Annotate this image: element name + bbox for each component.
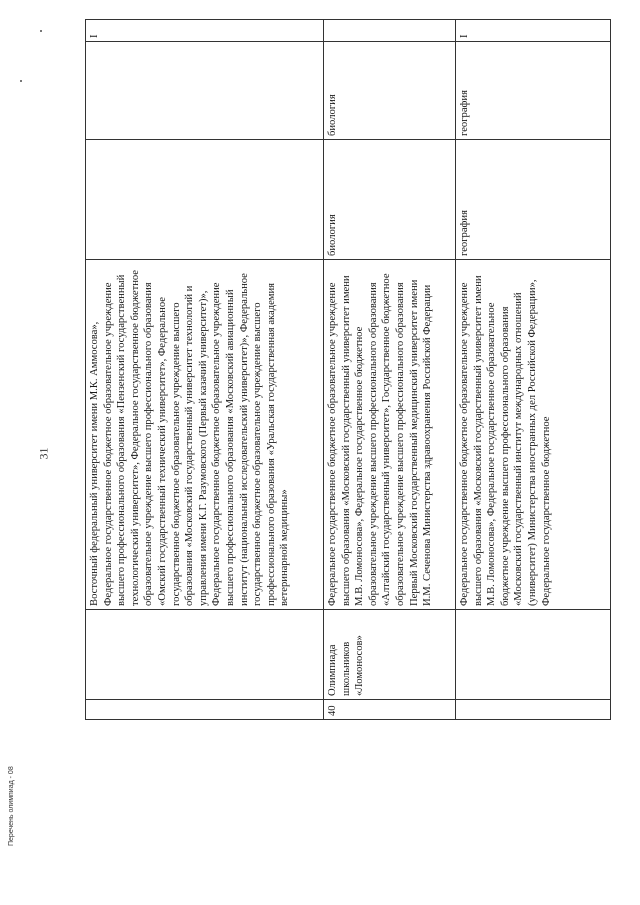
rotated-page bbox=[85, 20, 610, 720]
organizers-cell: Федеральное государственное бюджетное образовательное учреждение высшего образования «Московский государственный университет имени М.В. Ломоносова», Федеральное государственное бюджетное образовательное учреждение высшего профессионального образования «Алтайский государственный университет», Государственное бюджетное образовательное учреждение высшего профессионального образования Первый Московский государственный медицинский университет имени И.М. Сеченова Министерства здравоохранения Российской Федерации bbox=[324, 260, 456, 610]
row-number-cell: 40 bbox=[324, 700, 456, 720]
table-row bbox=[324, 20, 456, 720]
olympiad-name-cell bbox=[86, 610, 324, 700]
subject-cell bbox=[86, 42, 324, 140]
profile-cell: география bbox=[456, 140, 611, 260]
scan-speck bbox=[40, 30, 42, 32]
olympiad-table bbox=[85, 19, 611, 720]
footer-text: Перечень олимпиад - 08 bbox=[8, 766, 15, 846]
row-number-cell bbox=[86, 700, 324, 720]
olympiad-name-cell: Олимпиада школьников «Ломоносов» bbox=[324, 610, 456, 700]
row-number-cell bbox=[456, 700, 611, 720]
organizers-cell: Федеральное государственное бюджетное образовательное учреждение высшего образования «Московский государственный университет имени М.В. Ломоносова», Федеральное государственное образовательное бюджетное учреждение высшего профессионального образования «Московский государственный институт международных отношений (университет) Министерства иностранных дел Российской Федерации», Федеральное государственное бюджетное bbox=[456, 260, 611, 610]
table-row bbox=[456, 20, 611, 720]
subject-cell: география bbox=[456, 42, 611, 140]
olympiad-name-cell bbox=[456, 610, 611, 700]
level-cell: I bbox=[86, 20, 324, 42]
subject-cell: биология bbox=[324, 42, 456, 140]
table-row bbox=[86, 20, 324, 720]
organizers-cell: Восточный федеральный университет имени М.К. Аммосова», Федеральное государственное бюджетное образовательное учреждение высшего профессионального образования «Пензенский государственный технологический университет», Федеральное государственное бюджетное образовательное учреждение высшего профессионального образования «Омский государственный технический университет», Федеральное государственное бюджетное образовательное учреждение высшего образования «Московский государственный университет технологий и управления имени К.Г. Разумовского (Первый казачий университет)», Федеральное государственное бюджетное образовательное учреждение высшего профессионального образования «Московский авиационный институт (национальный исследовательский университет)», Федеральное государственное бюджетное образовательное учреждение высшего профессионального образования «Уральская государственная академия ветеринарной медицины» bbox=[86, 260, 324, 610]
scan-speck bbox=[20, 80, 22, 82]
level-cell: I bbox=[456, 20, 611, 42]
profile-cell bbox=[86, 140, 324, 260]
level-cell bbox=[324, 20, 456, 42]
profile-cell: биология bbox=[324, 140, 456, 260]
page-number: 31 bbox=[36, 447, 51, 460]
